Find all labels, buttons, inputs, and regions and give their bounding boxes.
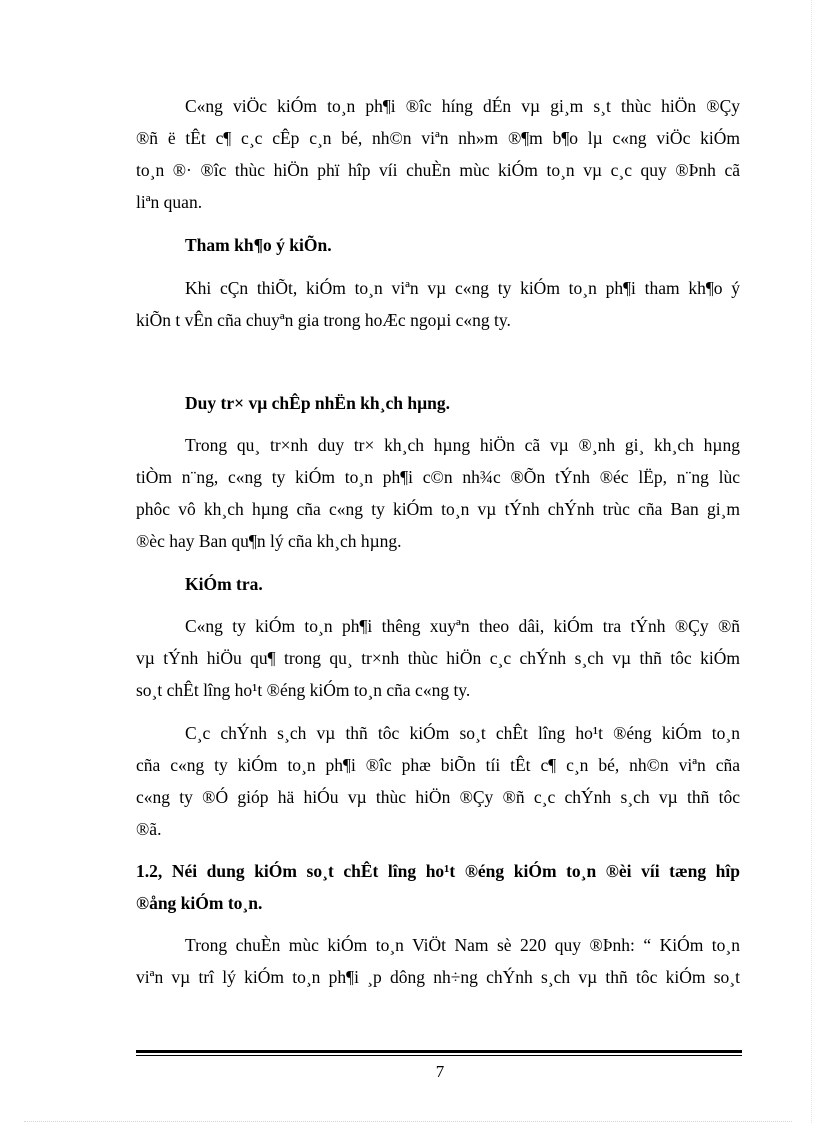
section-heading: Tham kh¶o ý kiÕn. — [185, 235, 332, 255]
paragraph-line: c«ng ty ®Ó gióp hä hiÓu vµ thùc hiÖn ®Çy ®ñ c¸c chÝnh s¸ch vµ thñ tôc — [136, 787, 740, 807]
paragraph-line: ®ã. — [136, 819, 162, 839]
paragraph-line: kiÕn t vÊn cña chuyªn gia trong hoÆc ngoµi c«ng ty. — [136, 310, 511, 330]
paragraph-line: to¸n ®· ®îc thùc hiÖn phï hîp víi chuÈn mùc kiÓm to¸n vµ c¸c quy ®Þnh cã — [136, 160, 740, 180]
paragraph-line: Trong chuÈn mùc kiÓm to¸n ViÖt Nam sè 220 quy ®Þnh: “ KiÓm to¸n — [185, 935, 740, 955]
section-heading-numbered: 1.2, Néi dung kiÓm so¸t chÊt lîng ho¹t ®éng kiÓm to¸n ®èi víi tæng hîp — [136, 861, 740, 881]
paragraph-line: C¸c chÝnh s¸ch vµ thñ tôc kiÓm so¸t chÊt lîng ho¹t ®éng kiÓm to¸n — [185, 723, 740, 743]
page-number: 7 — [435, 1062, 445, 1081]
paragraph-line: vµ tÝnh hiÖu qu¶ trong qu¸ tr×nh thùc hiÖn c¸c chÝnh s¸ch vµ thñ tôc kiÓm — [136, 648, 740, 668]
paragraph-line: liªn quan. — [136, 192, 203, 212]
paragraph-line: so¸t chÊt lîng ho¹t ®éng kiÓm to¸n cña c«ng ty. — [136, 680, 471, 700]
paragraph-line: ®èc hay Ban qu¶n lý cña kh¸ch hµng. — [136, 531, 402, 551]
page-edge-bottom — [24, 1121, 792, 1122]
section-heading: Duy tr× vµ chÊp nhËn kh¸ch hµng. — [185, 393, 451, 413]
footer-rule-thin — [136, 1055, 742, 1056]
paragraph-line: phôc vô kh¸ch hµng cña c«ng ty kiÓm to¸n vµ tÝnh chÝnh trùc cña Ban gi¸m — [136, 499, 740, 519]
paragraph-line: C«ng viÖc kiÓm to¸n ph¶i ®îc híng dÉn vµ gi¸m s¸t thùc hiÖn ®Çy — [185, 96, 740, 116]
paragraph-line: Trong qu¸ tr×nh duy tr× kh¸ch hµng hiÖn cã vµ ®¸nh gi¸ kh¸ch hµng — [185, 435, 740, 455]
section-heading: KiÓm tra. — [185, 574, 263, 594]
paragraph-line: C«ng ty kiÓm to¸n ph¶i thêng xuyªn theo dâi, kiÓm tra tÝnh ®Çy ®ñ — [185, 616, 740, 636]
paragraph-line: tiÒm n¨ng, c«ng ty kiÓm to¸n ph¶i c©n nh¾c ®Õn tÝnh ®éc lËp, n¨ng lùc — [136, 467, 740, 487]
paragraph-line: cña c«ng ty kiÓm to¸n ph¶i ®îc phæ biÕn tíi tÊt c¶ c¸n bé, nh©n viªn cña — [136, 755, 740, 775]
paragraph-line: viªn vµ trî lý kiÓm to¸n ph¶i ¸p dông nh÷ng chÝnh s¸ch vµ thñ tôc kiÓm so¸t — [136, 967, 740, 987]
page-edge-right — [811, 0, 812, 1123]
paragraph-line: ®ñ ë tÊt c¶ c¸c cÊp c¸n bé, nh©n viªn nh»m ®¶m b¶o lµ c«ng viÖc kiÓm — [136, 128, 740, 148]
footer-rule-thick — [136, 1050, 742, 1053]
section-heading-numbered: ®ång kiÓm to¸n. — [136, 893, 263, 913]
paragraph-line: Khi cÇn thiÕt, kiÓm to¸n viªn vµ c«ng ty kiÓm to¸n ph¶i tham kh¶o ý — [185, 278, 740, 298]
